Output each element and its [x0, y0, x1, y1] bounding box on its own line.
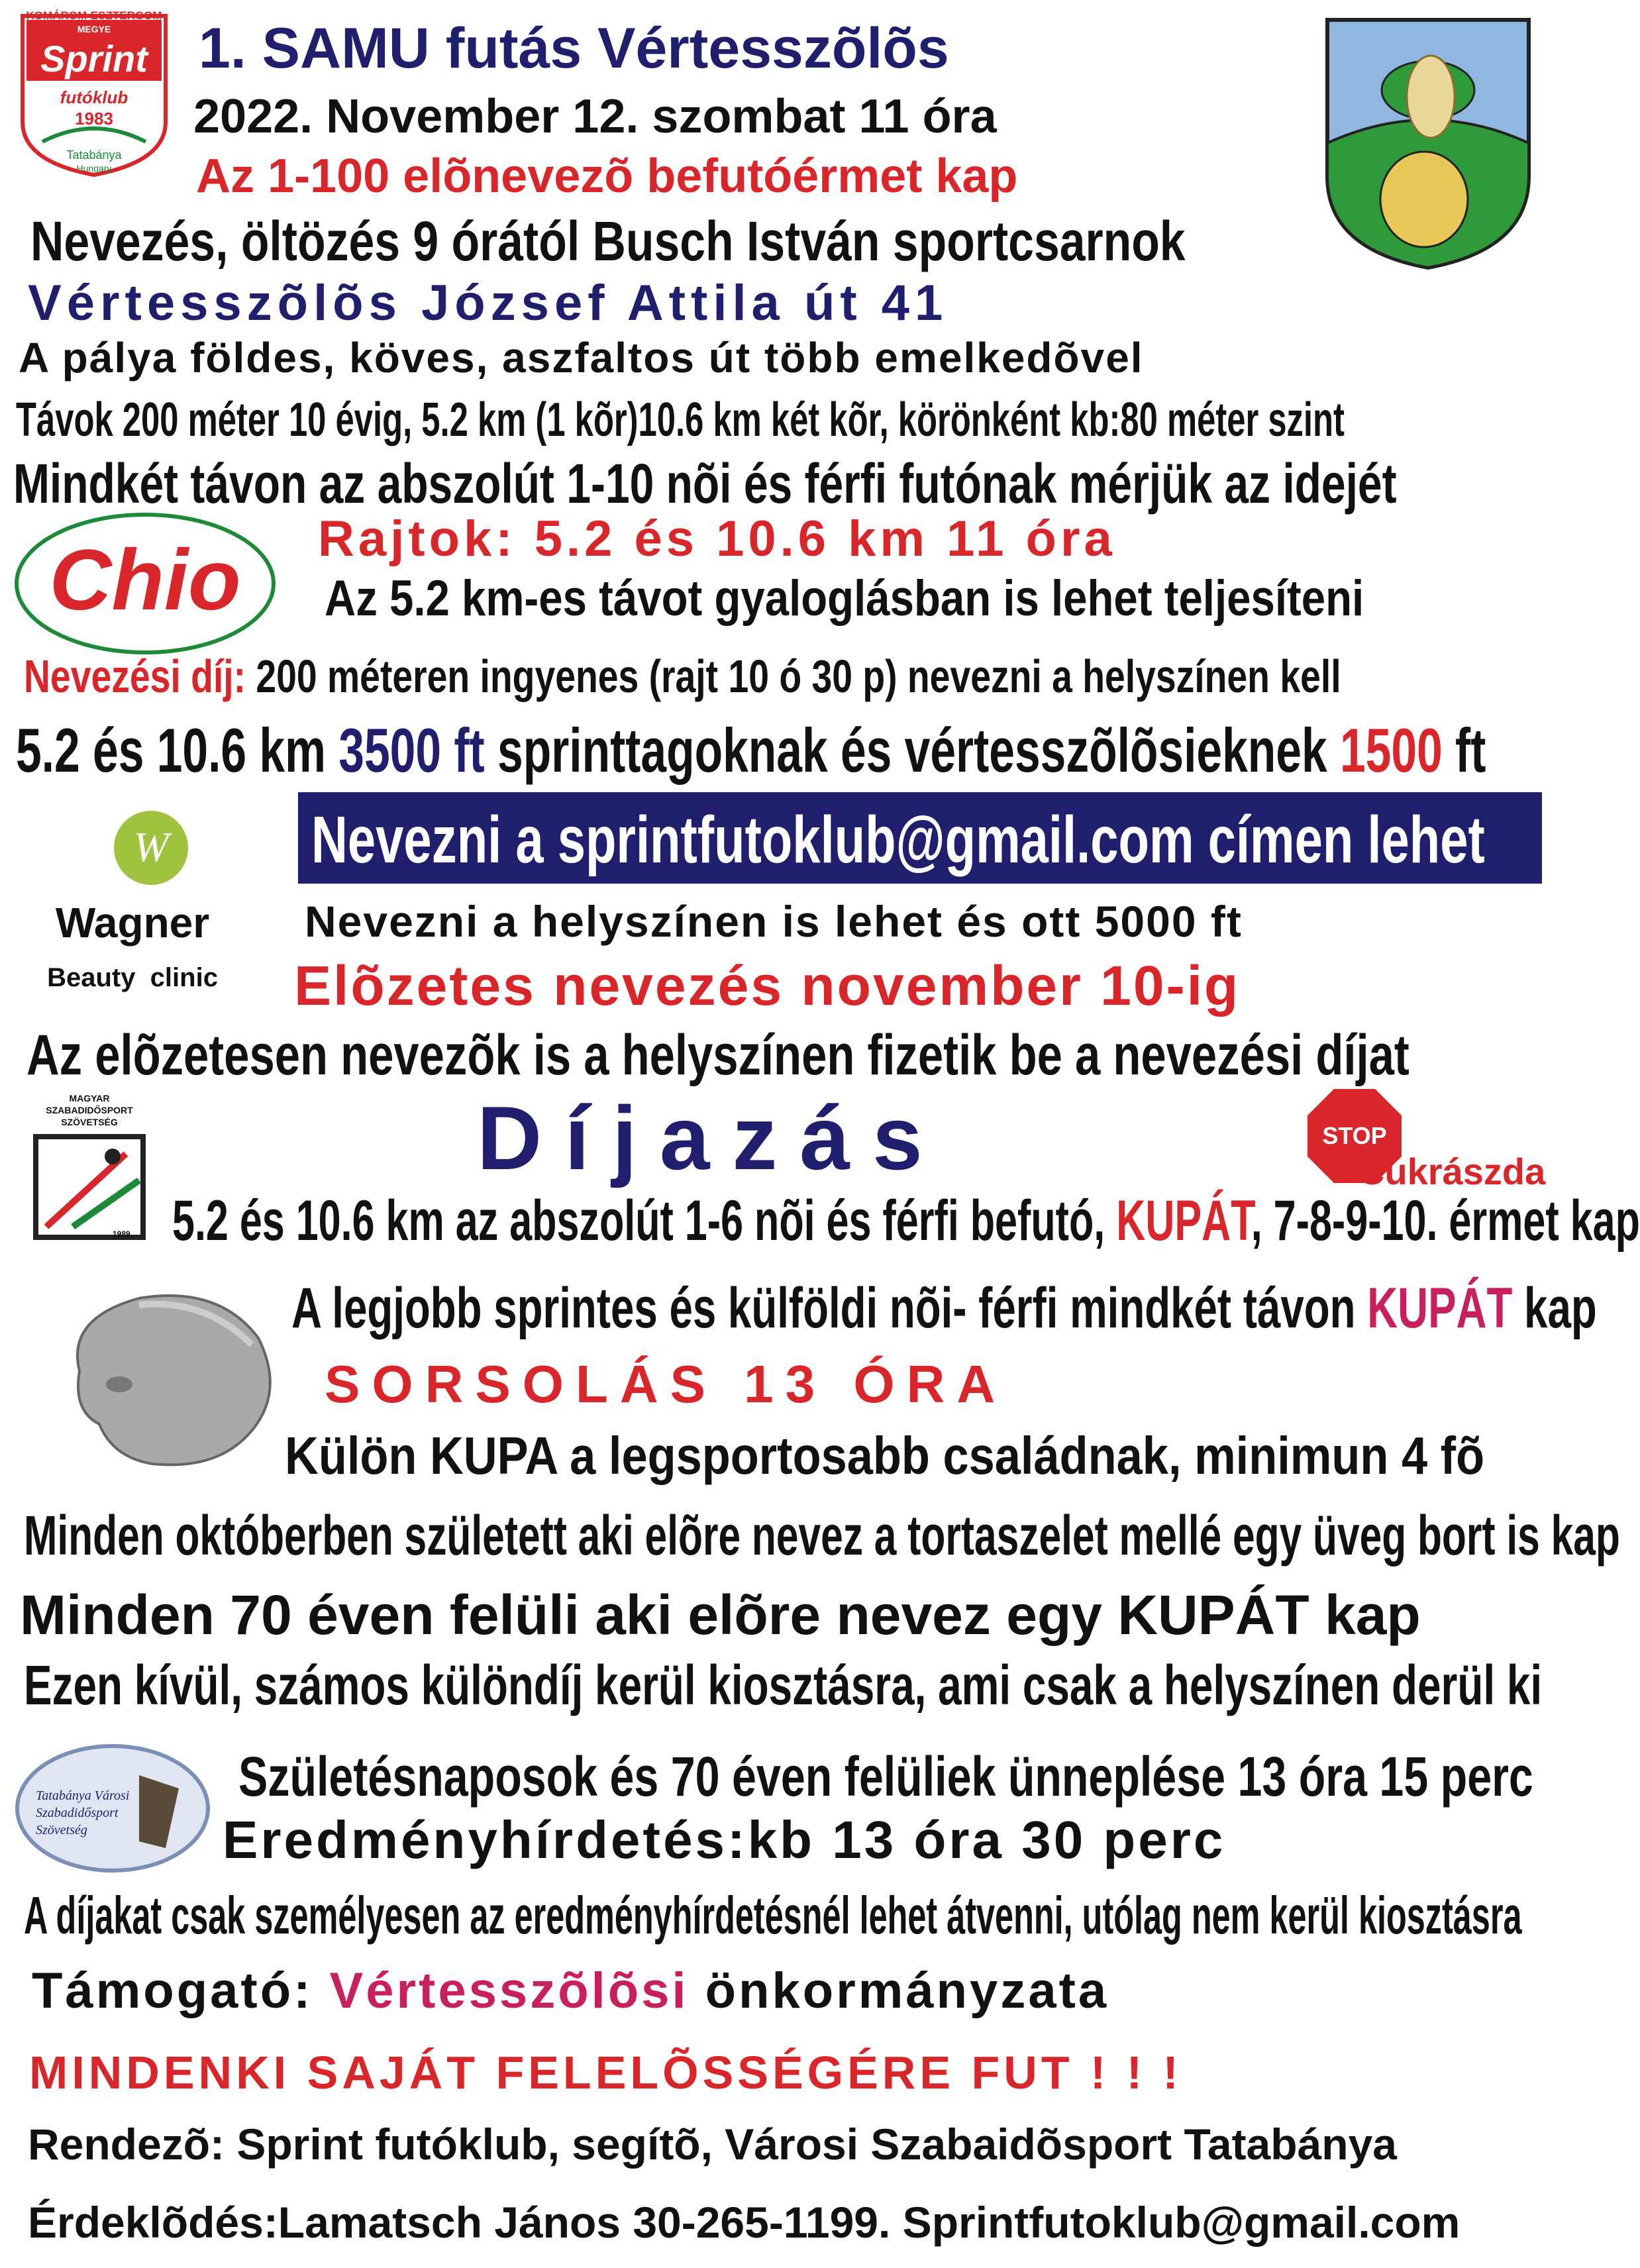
- entry-fee-line: [24, 650, 1341, 702]
- coat-of-arms-logo: [1325, 17, 1531, 270]
- results-time: Eredményhírdetés:kb 13 óra 30 perc: [223, 1810, 1226, 1869]
- best-runner-end: kap: [1512, 1276, 1597, 1340]
- event-date: 2022. November 12. szombat 11 óra: [193, 90, 997, 143]
- sprint-logo-country: Hungary: [76, 163, 112, 174]
- sprint-logo-year: 1983: [75, 109, 113, 129]
- wagner-name: Wagner: [55, 899, 210, 947]
- chio-logo-text: Chio: [49, 531, 241, 628]
- head-statue-image: [40, 1278, 291, 1477]
- tvsz-line1: Tatabánya Városi: [36, 1788, 130, 1803]
- sprint-logo-name: Sprint: [40, 38, 148, 79]
- contact-info: Érdeklõdés:Lamatsch János 30-265-1199. Sprintfutoklub@gmail.com: [28, 2198, 1461, 2247]
- prepay-info: Az elõzetesen nevezõk is a helyszínen fizetik be a nevezési díjat: [26, 1023, 1409, 1087]
- sponsor-suffix: önkormányzata: [688, 1963, 1109, 2019]
- stop-sign-text: STOP: [1322, 1122, 1387, 1149]
- tvsz-logo: [13, 1742, 212, 1875]
- email-banner-text: Nevezni a sprintfutoklub@gmail.com címen lehet: [311, 803, 1485, 877]
- price-standard: 3500 ft: [338, 715, 485, 785]
- price-distances: 5.2 és 10.6 km: [16, 715, 339, 785]
- msz-logo: [26, 1093, 152, 1243]
- registration-info: Nevezés, öltözés 9 órától Busch István sportcsarnok: [30, 210, 1186, 272]
- msz-year: 1989: [113, 1229, 130, 1239]
- cups-medals: , 7-8-9-10. érmet kap: [1251, 1189, 1640, 1253]
- sprint-futoklub-logo: [16, 9, 172, 178]
- price-members: sprinttagoknak és vértesszõlõsieknek: [484, 715, 1340, 785]
- best-runner-text: A legjobb sprintes és külföldi nõi- férfi mindkét távon: [291, 1276, 1368, 1340]
- awards-title: Díjazás: [477, 1088, 945, 1188]
- sponsor-label: Támogató:: [32, 1963, 330, 2019]
- timing-info: Mindkét távon az abszolút 1-10 nõi és férfi futónak mérjük az idejét: [13, 452, 1397, 515]
- sponsor-line: [32, 1963, 1109, 2019]
- wagner-logo: [40, 808, 278, 1007]
- prize-pickup: A díjakat csak személyesen az eredményhírdetésnél lehet átvenni, utólag nem kerül kiosztásra: [24, 1886, 1522, 1945]
- head-statue-icon: [40, 1278, 291, 1477]
- medal-info: Az 1-100 elõnevezõ befutóérmet kap: [196, 150, 1018, 203]
- responsibility-notice: MINDENKI SAJÁT FELELÕSSÉGÉRE FUT ! ! !: [29, 2047, 1182, 2098]
- over-seventy: Minden 70 éven felüli aki elõre nevez egy KUPÁT kap: [20, 1584, 1421, 1646]
- tvsz-line3: Szövetség: [36, 1823, 87, 1837]
- msz-line3: SZÖVETSÉG: [61, 1117, 118, 1127]
- entry-fee-text: 200 méteren ingyenes (rajt 10 ó 30 p) nevezni a helyszínen kell: [246, 650, 1341, 702]
- sprint-logo-top: KOMÁROM-ESZTERGOM: [26, 9, 162, 22]
- venue-address: Vértesszõlõs József Attila út 41: [28, 275, 948, 331]
- walking-info: Az 5.2 km-es távot gyaloglásban is lehet teljesíteni: [325, 570, 1364, 627]
- svg-text:W: W: [133, 823, 169, 870]
- sprint-logo-county: MEGYE: [77, 24, 111, 34]
- entry-fee-label: Nevezési díj:: [24, 650, 246, 702]
- chio-logo: [13, 511, 277, 656]
- price-line: [16, 715, 1486, 785]
- sprint-logo-city: Tatabánya: [66, 148, 122, 162]
- price-currency: ft: [1442, 715, 1486, 785]
- onsite-registration: Nevezni a helyszínen is lehet és ott 5000 ft: [305, 897, 1243, 946]
- start-times: Rajtok: 5.2 és 10.6 km 11 óra: [318, 511, 1116, 567]
- sprint-logo-sub: futóklub: [60, 87, 128, 107]
- cukraszda-name: Cukrászda: [1358, 1151, 1546, 1192]
- msz-line1: MAGYAR: [69, 1093, 110, 1104]
- email-banner: [298, 792, 1542, 884]
- cups-line: [172, 1189, 1640, 1253]
- draw-time: SORSOLÁS 13 ÓRA: [325, 1355, 1007, 1414]
- october-birthdays: Minden októberben született aki elõre nevez a tortaszelet mellé egy üveg bort is kap: [24, 1504, 1620, 1567]
- cups-highlight: KUPÁT: [1116, 1189, 1251, 1253]
- best-runner-line: [291, 1276, 1597, 1340]
- msz-runner-icon: [33, 1134, 146, 1240]
- preregistration-deadline: Elõzetes nevezés november 10-ig: [294, 954, 1241, 1017]
- wagner-w-icon: [111, 808, 191, 888]
- event-title: 1. SAMU futás Vértesszõlõs: [199, 17, 949, 80]
- msz-line2: SZABADIDŐSPORT: [46, 1105, 133, 1115]
- stop-cukraszda-logo: [1305, 1086, 1546, 1199]
- distances-info: Távok 200 méter 10 évig, 5.2 km (1 kõr)10.6 km két kõr, körönként kb:80 méter szint: [16, 393, 1345, 446]
- track-description: A pálya földes, köves, aszfaltos út több emelkedõvel: [19, 334, 1144, 382]
- birthday-celebration: Születésnaposok és 70 éven felüliek ünneplése 13 óra 15 perc: [238, 1745, 1533, 1808]
- price-discount: 1500: [1339, 715, 1443, 785]
- sponsor-name: Vértesszõlõsi: [329, 1963, 689, 2019]
- coat-of-arms-icon: [1325, 17, 1531, 270]
- family-cup: Külön KUPA a legsportosabb családnak, minimun 4 fõ: [285, 1426, 1485, 1485]
- wagner-sub: Beauty clinic: [47, 963, 218, 992]
- best-runner-highlight: KUPÁT: [1367, 1276, 1513, 1340]
- cups-text: 5.2 és 10.6 km az abszolút 1-6 nõi és férfi befutó,: [172, 1189, 1117, 1253]
- tvsz-line2: Szabadidősport: [36, 1806, 119, 1820]
- organizer-info: Rendezõ: Sprint futóklub, segítõ, Városi Szabaidõsport Tatabánya: [28, 2120, 1398, 2169]
- special-prizes: Ezen kívül, számos különdíj kerül kiosztásra, ami csak a helyszínen derül ki: [24, 1654, 1543, 1716]
